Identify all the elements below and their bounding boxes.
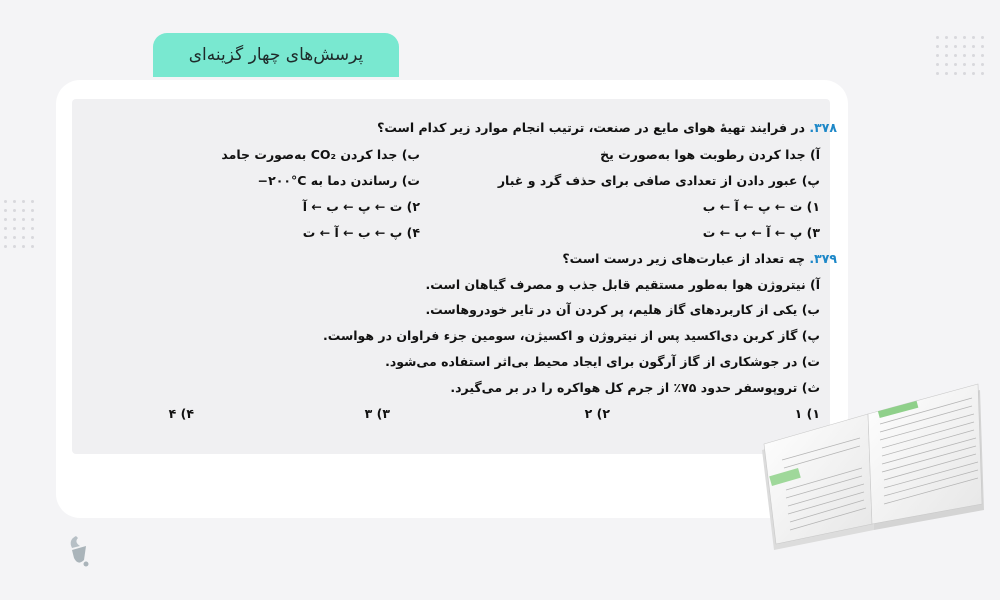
- decorative-dot: [945, 72, 948, 75]
- decorative-dot: [936, 45, 939, 48]
- decorative-dot: [972, 45, 975, 48]
- decorative-dot: [963, 36, 966, 39]
- decorative-dot: [972, 72, 975, 75]
- decorative-dot: [22, 200, 25, 203]
- section-tab: [153, 33, 399, 77]
- decorative-dot: [945, 45, 948, 48]
- decorative-dot: [31, 227, 34, 230]
- question-378-text: در فرایند تهیهٔ هوای مایع در صنعت، ترتیب انجام موارد زیر کدام است؟: [377, 120, 805, 135]
- q378-item-t: ت) رساندن دما به ‎−۲۰۰°C: [257, 173, 420, 188]
- decorative-dot: [936, 36, 939, 39]
- decorative-dot: [22, 227, 25, 230]
- decorative-dot: [981, 36, 984, 39]
- decorative-dot: [981, 54, 984, 57]
- decorative-dot: [31, 218, 34, 221]
- decorative-dot: [22, 209, 25, 212]
- decorative-dot: [954, 36, 957, 39]
- decorative-dot: [972, 36, 975, 39]
- q378-item-p: پ) عبور دادن از تعدادی صافی برای حذف گرد و غبار: [497, 173, 820, 188]
- question-379: [562, 251, 837, 266]
- decorative-dot: [981, 63, 984, 66]
- decorative-dot: [963, 45, 966, 48]
- q379-statement-a: آ) نیتروژن هوا به‌طور مستقیم قابل جذب و مصرف گیاهان است.: [425, 277, 820, 292]
- publisher-logo-icon: [60, 532, 100, 576]
- decorative-dot: [963, 63, 966, 66]
- decorative-dot: [954, 45, 957, 48]
- decorative-dot: [13, 227, 16, 230]
- decorative-dot: [31, 236, 34, 239]
- decorative-dot: [13, 236, 16, 239]
- q379-option-4[interactable]: ۴) ۴: [168, 406, 194, 421]
- q378-option-1[interactable]: ۱) ت ← پ ← آ ← ب: [702, 199, 820, 214]
- decorative-dot: [31, 200, 34, 203]
- decorative-dot: [22, 245, 25, 248]
- decorative-dot: [4, 200, 7, 203]
- decorative-dot: [22, 236, 25, 239]
- question-379-number: ۳۷۹.: [809, 251, 837, 266]
- section-tab-title: پرسش‌های چهار گزینه‌ای: [188, 45, 364, 65]
- decorative-dot: [13, 218, 16, 221]
- decorative-dot: [4, 227, 7, 230]
- q378-option-3[interactable]: ۳) پ ← آ ← ب ← ت: [702, 225, 820, 240]
- decorative-dot: [954, 63, 957, 66]
- question-379-text: چه تعداد از عبارت‌های زیر درست است؟: [562, 251, 805, 266]
- q379-option-2[interactable]: ۲) ۲: [584, 406, 610, 421]
- decorative-dot: [4, 236, 7, 239]
- q379-statement-p: پ) گاز کربن دی‌اکسید پس از نیتروژن و اکسیژن، سومین جزء فراوان در هواست.: [323, 328, 820, 343]
- decorative-dot: [936, 72, 939, 75]
- decorative-dot: [981, 45, 984, 48]
- decorative-dot: [22, 218, 25, 221]
- decorative-dot: [972, 63, 975, 66]
- decorative-dot: [954, 72, 957, 75]
- decorative-dot: [945, 36, 948, 39]
- decorative-dot: [945, 63, 948, 66]
- decorative-dot: [13, 209, 16, 212]
- q379-option-3[interactable]: ۳) ۳: [364, 406, 390, 421]
- open-book-icon: [752, 380, 988, 566]
- decorative-dot: [936, 63, 939, 66]
- decorative-dot: [13, 200, 16, 203]
- decorative-dot: [4, 245, 7, 248]
- decorative-dot: [981, 72, 984, 75]
- decorative-dot: [936, 54, 939, 57]
- q378-option-2[interactable]: ۲) ت ← پ ← ب ← آ: [302, 199, 420, 214]
- decorative-dot: [4, 209, 7, 212]
- decorative-dot: [972, 54, 975, 57]
- question-378: [377, 120, 837, 135]
- q378-option-4[interactable]: ۴) پ ← ب ← آ ← ت: [302, 225, 420, 240]
- question-378-number: ۳۷۸.: [809, 120, 837, 135]
- q379-statement-t: ت) در جوشکاری از گاز آرگون برای ایجاد محیط بی‌اثر استفاده می‌شود.: [385, 354, 820, 369]
- decorative-dot: [963, 54, 966, 57]
- decorative-dot: [31, 245, 34, 248]
- q379-option-1[interactable]: ۱) ۱: [794, 406, 820, 421]
- q379-statement-s: ث) تروپوسفر حدود ۷۵٪ از جرم کل هواکره را در بر می‌گیرد.: [450, 380, 820, 395]
- decorative-dot: [963, 72, 966, 75]
- decorative-dot: [31, 209, 34, 212]
- q379-statement-b: ب) یکی از کاربردهای گاز هلیم، پر کردن آن در تایر خودروهاست.: [425, 302, 820, 317]
- decorative-dot: [945, 54, 948, 57]
- decorative-dot: [13, 245, 16, 248]
- decorative-dot: [4, 218, 7, 221]
- decorative-dot: [954, 54, 957, 57]
- q378-item-a: آ) جدا کردن رطوبت هوا به‌صورت یخ: [600, 147, 820, 162]
- q378-item-b: ب) جدا کردن CO₂ به‌صورت جامد: [221, 147, 420, 162]
